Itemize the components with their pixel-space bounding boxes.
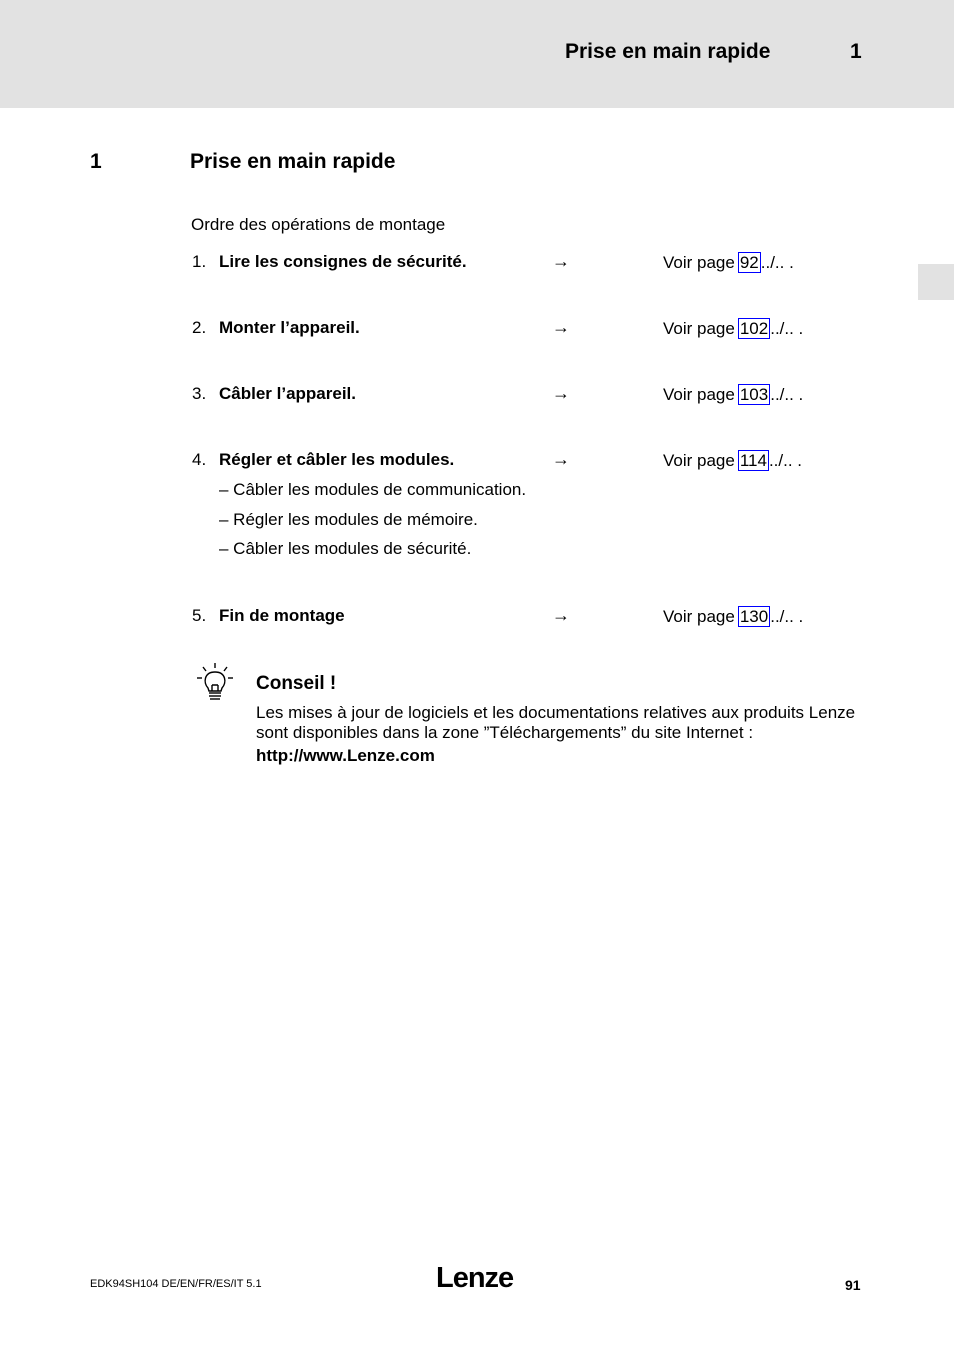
step-label: Lire les consignes de sécurité. — [219, 252, 467, 271]
step-label: Régler et câbler les modules. — [219, 450, 455, 469]
ref-suffix: ../.. . — [770, 607, 804, 626]
ref-prefix: Voir page — [663, 451, 735, 470]
lenze-logo: Lenze — [436, 1262, 514, 1294]
lenze-website-link[interactable]: http://www.Lenze.com — [256, 746, 435, 765]
ref-suffix: ../.. . — [760, 253, 794, 272]
ref-prefix: Voir page — [663, 253, 735, 272]
header-band — [0, 0, 954, 108]
step-number: 4. — [192, 450, 207, 469]
page-reference — [663, 318, 803, 339]
page-reference — [663, 450, 802, 471]
ref-suffix: ../.. . — [770, 319, 804, 338]
page-reference — [663, 252, 794, 273]
page-link-102[interactable]: 102 — [739, 319, 769, 338]
intro-text: Ordre des opérations de montage — [191, 215, 446, 234]
step-4-subitem: – Régler les modules de mémoire. — [219, 510, 478, 529]
page-link-130[interactable]: 130 — [739, 607, 769, 626]
chapter-number: 1 — [90, 150, 102, 173]
footer-document-id: EDK94SH104 DE/EN/FR/ES/IT 5.1 — [90, 1278, 262, 1290]
page-reference — [663, 606, 803, 627]
arrow-right-icon: → — [552, 251, 570, 271]
ref-prefix: Voir page — [663, 319, 735, 338]
lightbulb-icon — [195, 662, 235, 704]
step-number: 3. — [192, 384, 207, 403]
ref-prefix: Voir page — [663, 385, 735, 404]
ref-suffix: ../.. . — [768, 451, 803, 470]
arrow-right-icon: → — [552, 605, 570, 625]
page-reference — [663, 384, 803, 405]
page-link-103[interactable]: 103 — [739, 385, 769, 404]
tip-text: Les mises à jour de logiciels et les documentations relatives aux produits Lenze sont disponibles dans la zone ”Téléchargements” du site Internet : — [256, 703, 856, 742]
header-chapter-number: 1 — [850, 40, 862, 63]
chapter-title: Prise en main rapide — [190, 150, 396, 173]
header-title: Prise en main rapide — [565, 40, 771, 63]
side-tab-marker — [918, 264, 954, 300]
ref-suffix: ../.. . — [770, 385, 804, 404]
tip-title: Conseil ! — [256, 673, 337, 694]
footer-page-number: 91 — [845, 1277, 861, 1293]
step-4-subitem: – Câbler les modules de communication. — [219, 480, 527, 499]
step-label: Monter l’appareil. — [219, 318, 360, 337]
step-4-subitem: – Câbler les modules de sécurité. — [219, 539, 472, 558]
step-number: 5. — [192, 606, 207, 625]
arrow-right-icon: → — [552, 317, 570, 337]
step-label: Fin de montage — [219, 606, 345, 625]
step-number: 2. — [192, 318, 207, 337]
step-number: 1. — [192, 252, 207, 271]
page-link-114[interactable]: 114 — [739, 451, 767, 470]
ref-prefix: Voir page — [663, 607, 735, 626]
arrow-right-icon: → — [552, 449, 570, 469]
page-link-92[interactable]: 92 — [739, 253, 759, 272]
arrow-right-icon: → — [552, 383, 570, 403]
step-label: Câbler l’appareil. — [219, 384, 356, 403]
